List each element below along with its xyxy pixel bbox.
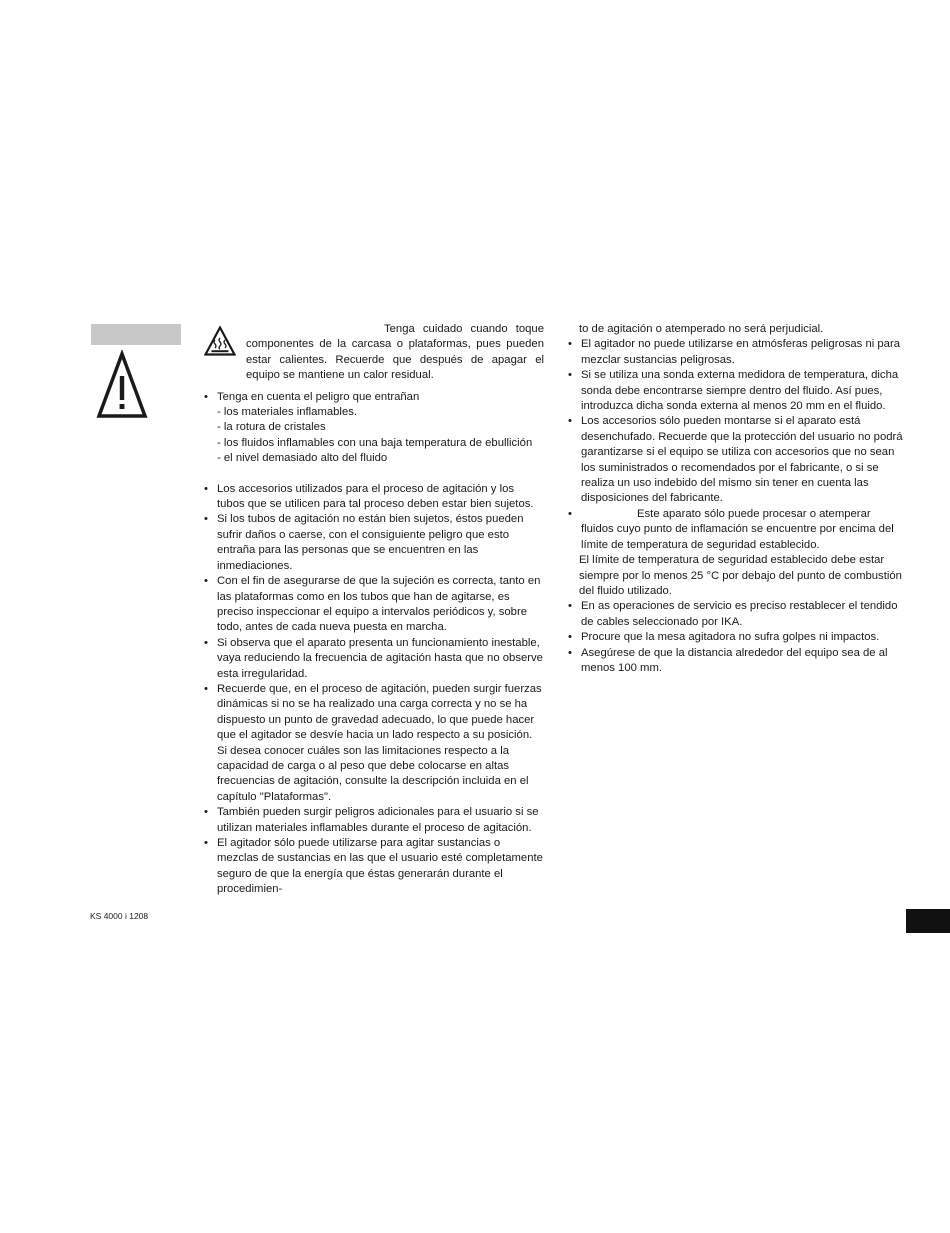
warning-triangle-icon	[96, 350, 148, 420]
list-item: • Con el fin de asegurarse de que la sujeción es correcta, tanto en las plataformas como en los tubos que han de agitarse, es preciso inspeccionar el equipo a intervalos periódicos y, sobre todo, antes de cada nueva puesta en marcha.	[204, 574, 544, 636]
hot-surface-warning-text: Tenga cuidado cuando toque componentes de la carcasa o plataformas, pues pueden estar calientes. Recuerde que después de apagar el equipo se mantiene un calor residual.	[246, 323, 544, 382]
list-item: • Recuerde que, en el proceso de agitación, pueden surgir fuerzas dinámicas si no se ha realizado una carga correcta y no se ha dispuesto un punto de gravedad adecuado, lo que puede hacer que el agitador se desvíe hacia un lado respecto a su posición. Si desea conocer cuáles son las limitaciones respecto a la capacidad de carga o al peso que debe colocarse en altas frecuencias de agitación, consulte la descripción incluida en el capítulo "Plataformas".	[204, 682, 544, 805]
document-id: KS 4000 i 1208	[90, 911, 149, 921]
section-header-bar	[91, 324, 181, 345]
temperature-warning-continuation: El límite de temperatura de seguridad establecido debe estar siempre por lo menos 25 °C por debajo del punto de combustión del fluido utilizado.	[579, 554, 902, 597]
temperature-warning-text: Este aparato sólo puede procesar o atemperar fluidos cuyo punto de inflamación se encuentre por encima del límite de temperatura de seguridad establecido.	[581, 507, 894, 551]
list-item: • El agitador no puede utilizarse en atmósferas peligrosas ni para mezclar sustancias peligrosas.	[568, 337, 905, 368]
list-item: • Tenga en cuenta el peligro que entrañan	[204, 390, 544, 405]
continuation-text: to de agitación o atemperado no será perjudicial.	[579, 323, 824, 335]
sub-list-item: - los fluidos inflamables con una baja temperatura de ebullición	[217, 436, 533, 449]
list-item: • Si observa que el aparato presenta un funcionamiento inestable, vaya reduciendo la frecuencia de agitación hasta que no observe esta irregularidad.	[204, 636, 544, 682]
list-item: • Si los tubos de agitación no están bien sujetos, éstos pueden sufrir daños o caerse, con el consiguiente peligro que esto entraña para las personas que se encuentren en las inmediaciones.	[204, 512, 544, 574]
list-item: • Los accesorios utilizados para el proceso de agitación y los tubos que se utilicen para tal proceso deben estar bien sujetos.	[204, 482, 544, 513]
sub-list-item: - el nivel demasiado alto del fluido	[217, 452, 388, 465]
right-column	[568, 322, 905, 676]
list-item-temperature	[568, 507, 905, 553]
sub-list-item: - la rotura de cristales	[217, 421, 326, 434]
list-item: • También pueden surgir peligros adicionales para el usuario si se utilizan materiales inflamables durante el proceso de agitación.	[204, 805, 544, 836]
list-item: • En as operaciones de servicio es preciso restablecer el tendido de cables seleccionado por IKA.	[568, 599, 905, 630]
list-item: • Los accesorios sólo pueden montarse si el aparato está desenchufado. Recuerde que la protección del usuario no podrá garantizarse si el equipo se utiliza con accesorios que no sean los suministrados o recomendados por el fabricante, o si se realiza un uso indebido del mismo sin tener en cuenta las disposiciones del fabricante.	[568, 414, 905, 506]
list-item: • Si se utiliza una sonda externa medidora de temperatura, dicha sonda debe encontrarse siempre dentro del fluido. Así pues, introduzca dicha sonda externa al menos 20 mm en el fluido.	[568, 368, 905, 414]
list-item: • Asegúrese de que la distancia alrededor del equipo sea de al menos 100 mm.	[568, 646, 905, 677]
page-tab-marker	[906, 909, 950, 933]
list-item: • El agitador sólo puede utilizarse para agitar sustancias o mezclas de sustancias en las que el usuario esté completamente seguro de que la energía que éstas generarán durante el procedimien-	[204, 836, 544, 898]
left-column	[204, 322, 544, 898]
list-item: • Procure que la mesa agitadora no sufra golpes ni impactos.	[568, 630, 905, 645]
sub-list-item: - los materiales inflamables.	[217, 406, 358, 419]
